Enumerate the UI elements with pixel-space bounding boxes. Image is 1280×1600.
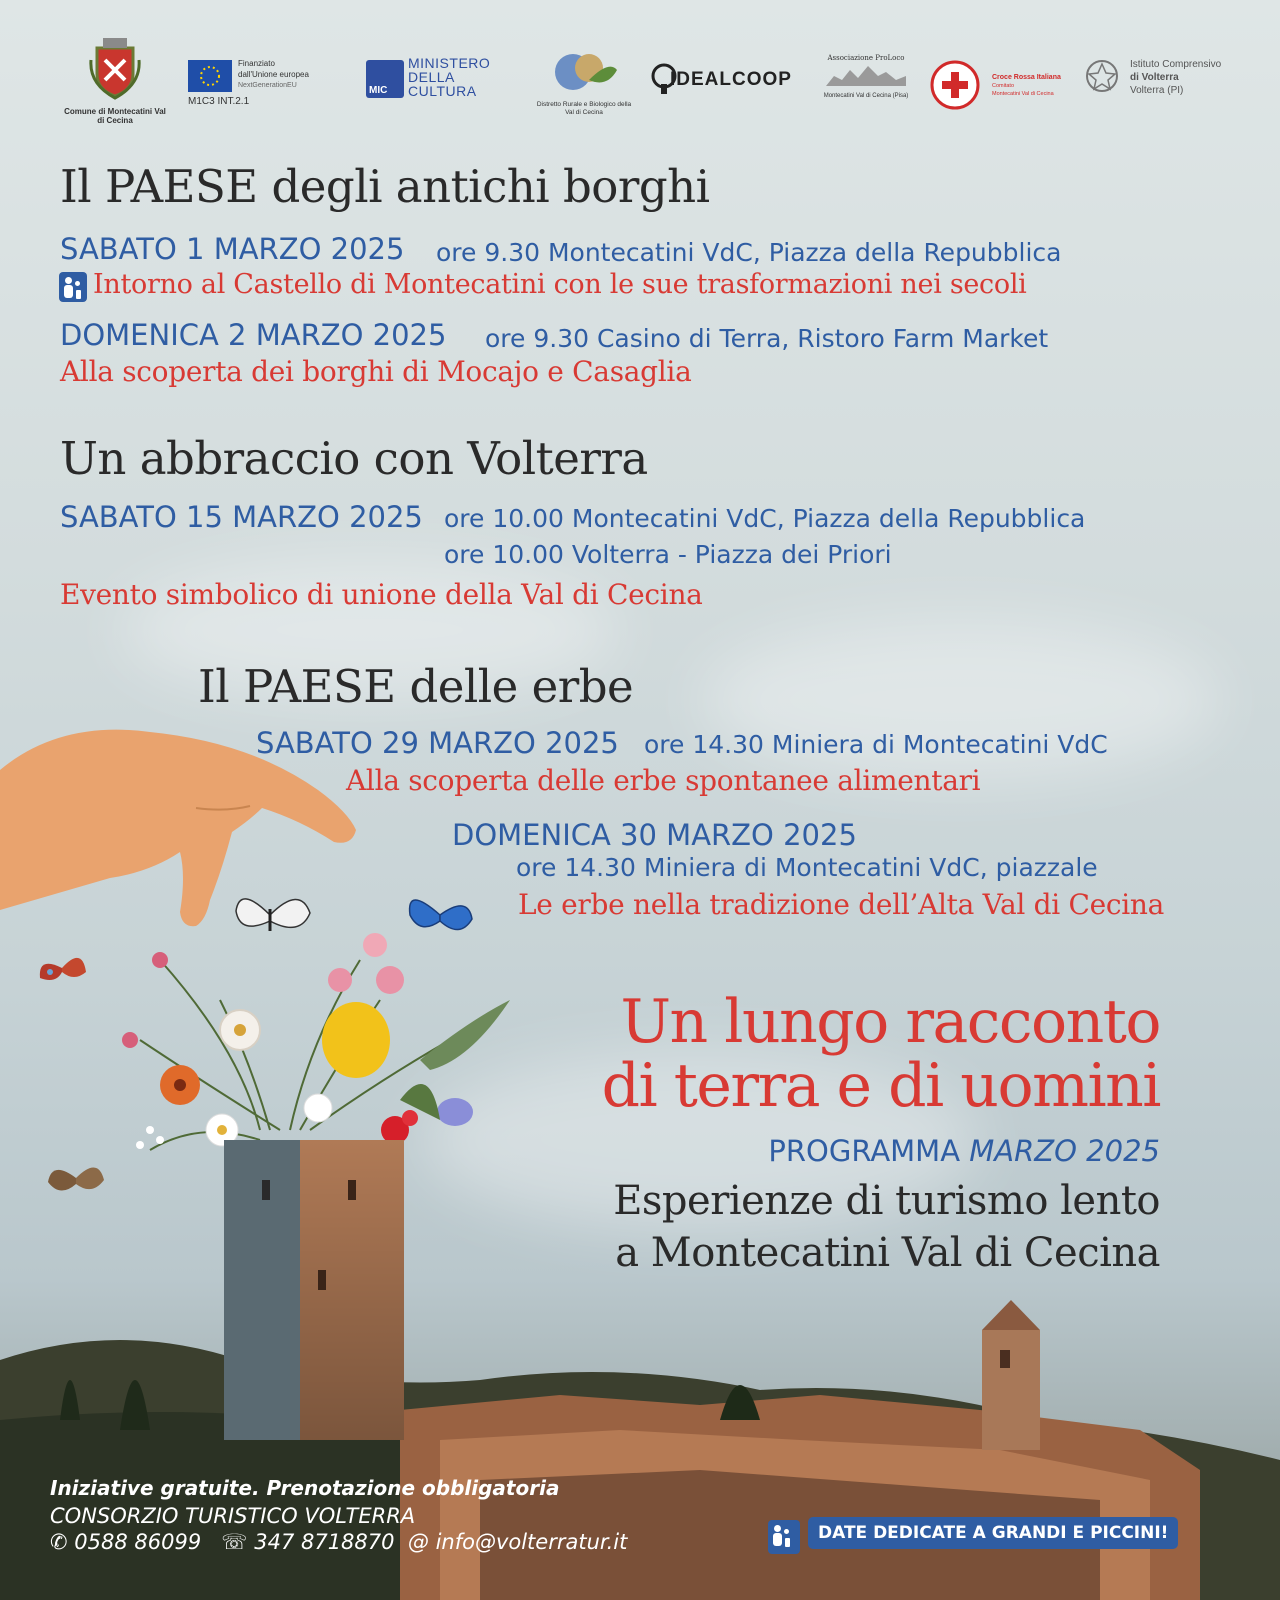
ministero-line1: MINISTERO: [408, 55, 491, 71]
proloco-line1: Associazione ProLoco: [827, 54, 905, 62]
comune-name: Comune di Montecatini Val di Cecina: [64, 107, 166, 125]
mic-icon: MIC: [366, 60, 404, 98]
section3-event1-date: SABATO 29 MARZO 2025: [256, 726, 619, 760]
section2-event1-when2: ore 10.00 Volterra - Piazza dei Priori: [444, 540, 892, 569]
ministero-line2: DELLA: [408, 69, 455, 85]
croce-rossa-line3: Montecatini Val di Cecina: [992, 91, 1054, 97]
eu-nextgen-label: NextGenerationEU: [238, 82, 297, 89]
butterfly-white-icon: [236, 899, 310, 931]
email-link[interactable]: info@volterratur.it: [435, 1530, 628, 1554]
phone-icon: ✆: [50, 1530, 68, 1554]
section1-event1-when: ore 9.30 Montecatini VdC, Piazza della Repubblica: [436, 238, 1062, 267]
ministero-line3: CULTURA: [408, 83, 477, 99]
istituto-line1: Istituto Comprensivo: [1130, 59, 1222, 70]
tower-illustration: [224, 1140, 404, 1440]
programma-line: [768, 1134, 1160, 1168]
idealcoop-name: IDEALCOOP: [670, 69, 792, 90]
section1-event2-date: DOMENICA 2 MARZO 2025: [60, 318, 447, 352]
proloco-line2: Montecatini Val di Cecina (Pisa): [823, 93, 909, 99]
section1-event1-date: SABATO 1 MARZO 2025: [60, 232, 405, 266]
footer-line2: CONSORZIO TURISTICO VOLTERRA: [50, 1504, 416, 1528]
section2-event1-date: SABATO 15 MARZO 2025: [60, 500, 423, 534]
section2-heading: Un abbraccio con Volterra: [60, 432, 648, 485]
section1-heading: Il PAESE degli antichi borghi: [60, 160, 710, 213]
section3-event2-title: Le erbe nella tradizione dell’Alta Val di Cecina: [518, 888, 1165, 921]
family-icon-footer: [768, 1520, 800, 1554]
istituto-line3: Volterra (PI): [1130, 85, 1184, 96]
croce-rossa-line2: Comitato: [992, 83, 1015, 89]
section1-event2-title: Alla scoperta dei borghi di Mocajo e Casaglia: [60, 355, 692, 388]
subtitle-line1: Esperienze di turismo lento: [613, 1178, 1160, 1224]
main-title-line2: di terra e di uomini: [601, 1051, 1160, 1121]
landscape-illustration: [0, 1300, 1280, 1600]
programma-label: PROGRAMMA: [768, 1134, 961, 1168]
footer-contacts: [50, 1530, 627, 1554]
whatsapp-icon: ☏: [221, 1530, 248, 1554]
section3-event2-date: DOMENICA 30 MARZO 2025: [452, 818, 857, 852]
subtitle-line2: a Montecatini Val di Cecina: [615, 1230, 1160, 1276]
main-title-line1: Un lungo racconto: [620, 987, 1160, 1057]
butterfly-blue-icon: [410, 900, 472, 930]
section1-event2-when: ore 9.30 Casino di Terra, Ristoro Farm Market: [485, 324, 1049, 353]
footer-line1: Iniziative gratuite. Prenotazione obbligatoria: [50, 1476, 560, 1500]
kids-dates-badge: DATE DEDICATE A GRANDI E PICCINI!: [808, 1517, 1178, 1549]
section3-event1-when: ore 14.30 Miniera di Montecatini VdC: [644, 730, 1108, 759]
butterfly-orange-icon: [40, 958, 86, 980]
flowers-illustration: [122, 933, 510, 1149]
phone-landline[interactable]: 0588 86099: [74, 1530, 202, 1554]
distretto-name: Distretto Rurale e Biologico della Val di Cecina: [536, 101, 632, 116]
section3-event1-title: Alla scoperta delle erbe spontanee alimentari: [346, 764, 981, 797]
croce-rossa-line1: Croce Rossa Italiana: [992, 74, 1061, 81]
istituto-line2: di Volterra: [1130, 72, 1179, 83]
eu-union-label: dall'Unione europea: [238, 70, 309, 79]
section2-event1-when1: ore 10.00 Montecatini VdC, Piazza della Repubblica: [444, 504, 1086, 533]
section1-event1-title: Intorno al Castello di Montecatini con le sue trasformazioni nei secoli: [93, 269, 1027, 300]
programma-month: MARZO 2025: [969, 1134, 1160, 1168]
section3-heading: Il PAESE delle erbe: [198, 660, 634, 713]
butterfly-brown-icon: [48, 1167, 104, 1190]
eu-code: M1C3 INT.2.1: [188, 96, 250, 107]
at-icon: @: [407, 1530, 429, 1554]
eu-financed-label: Finanziato: [238, 59, 275, 68]
section2-event1-title: Evento simbolico di unione della Val di Cecina: [60, 578, 703, 611]
section3-event2-when: ore 14.30 Miniera di Montecatini VdC, piazzale: [516, 853, 1098, 882]
phone-mobile[interactable]: 347 8718870: [254, 1530, 395, 1554]
hand-illustration: [0, 730, 356, 927]
